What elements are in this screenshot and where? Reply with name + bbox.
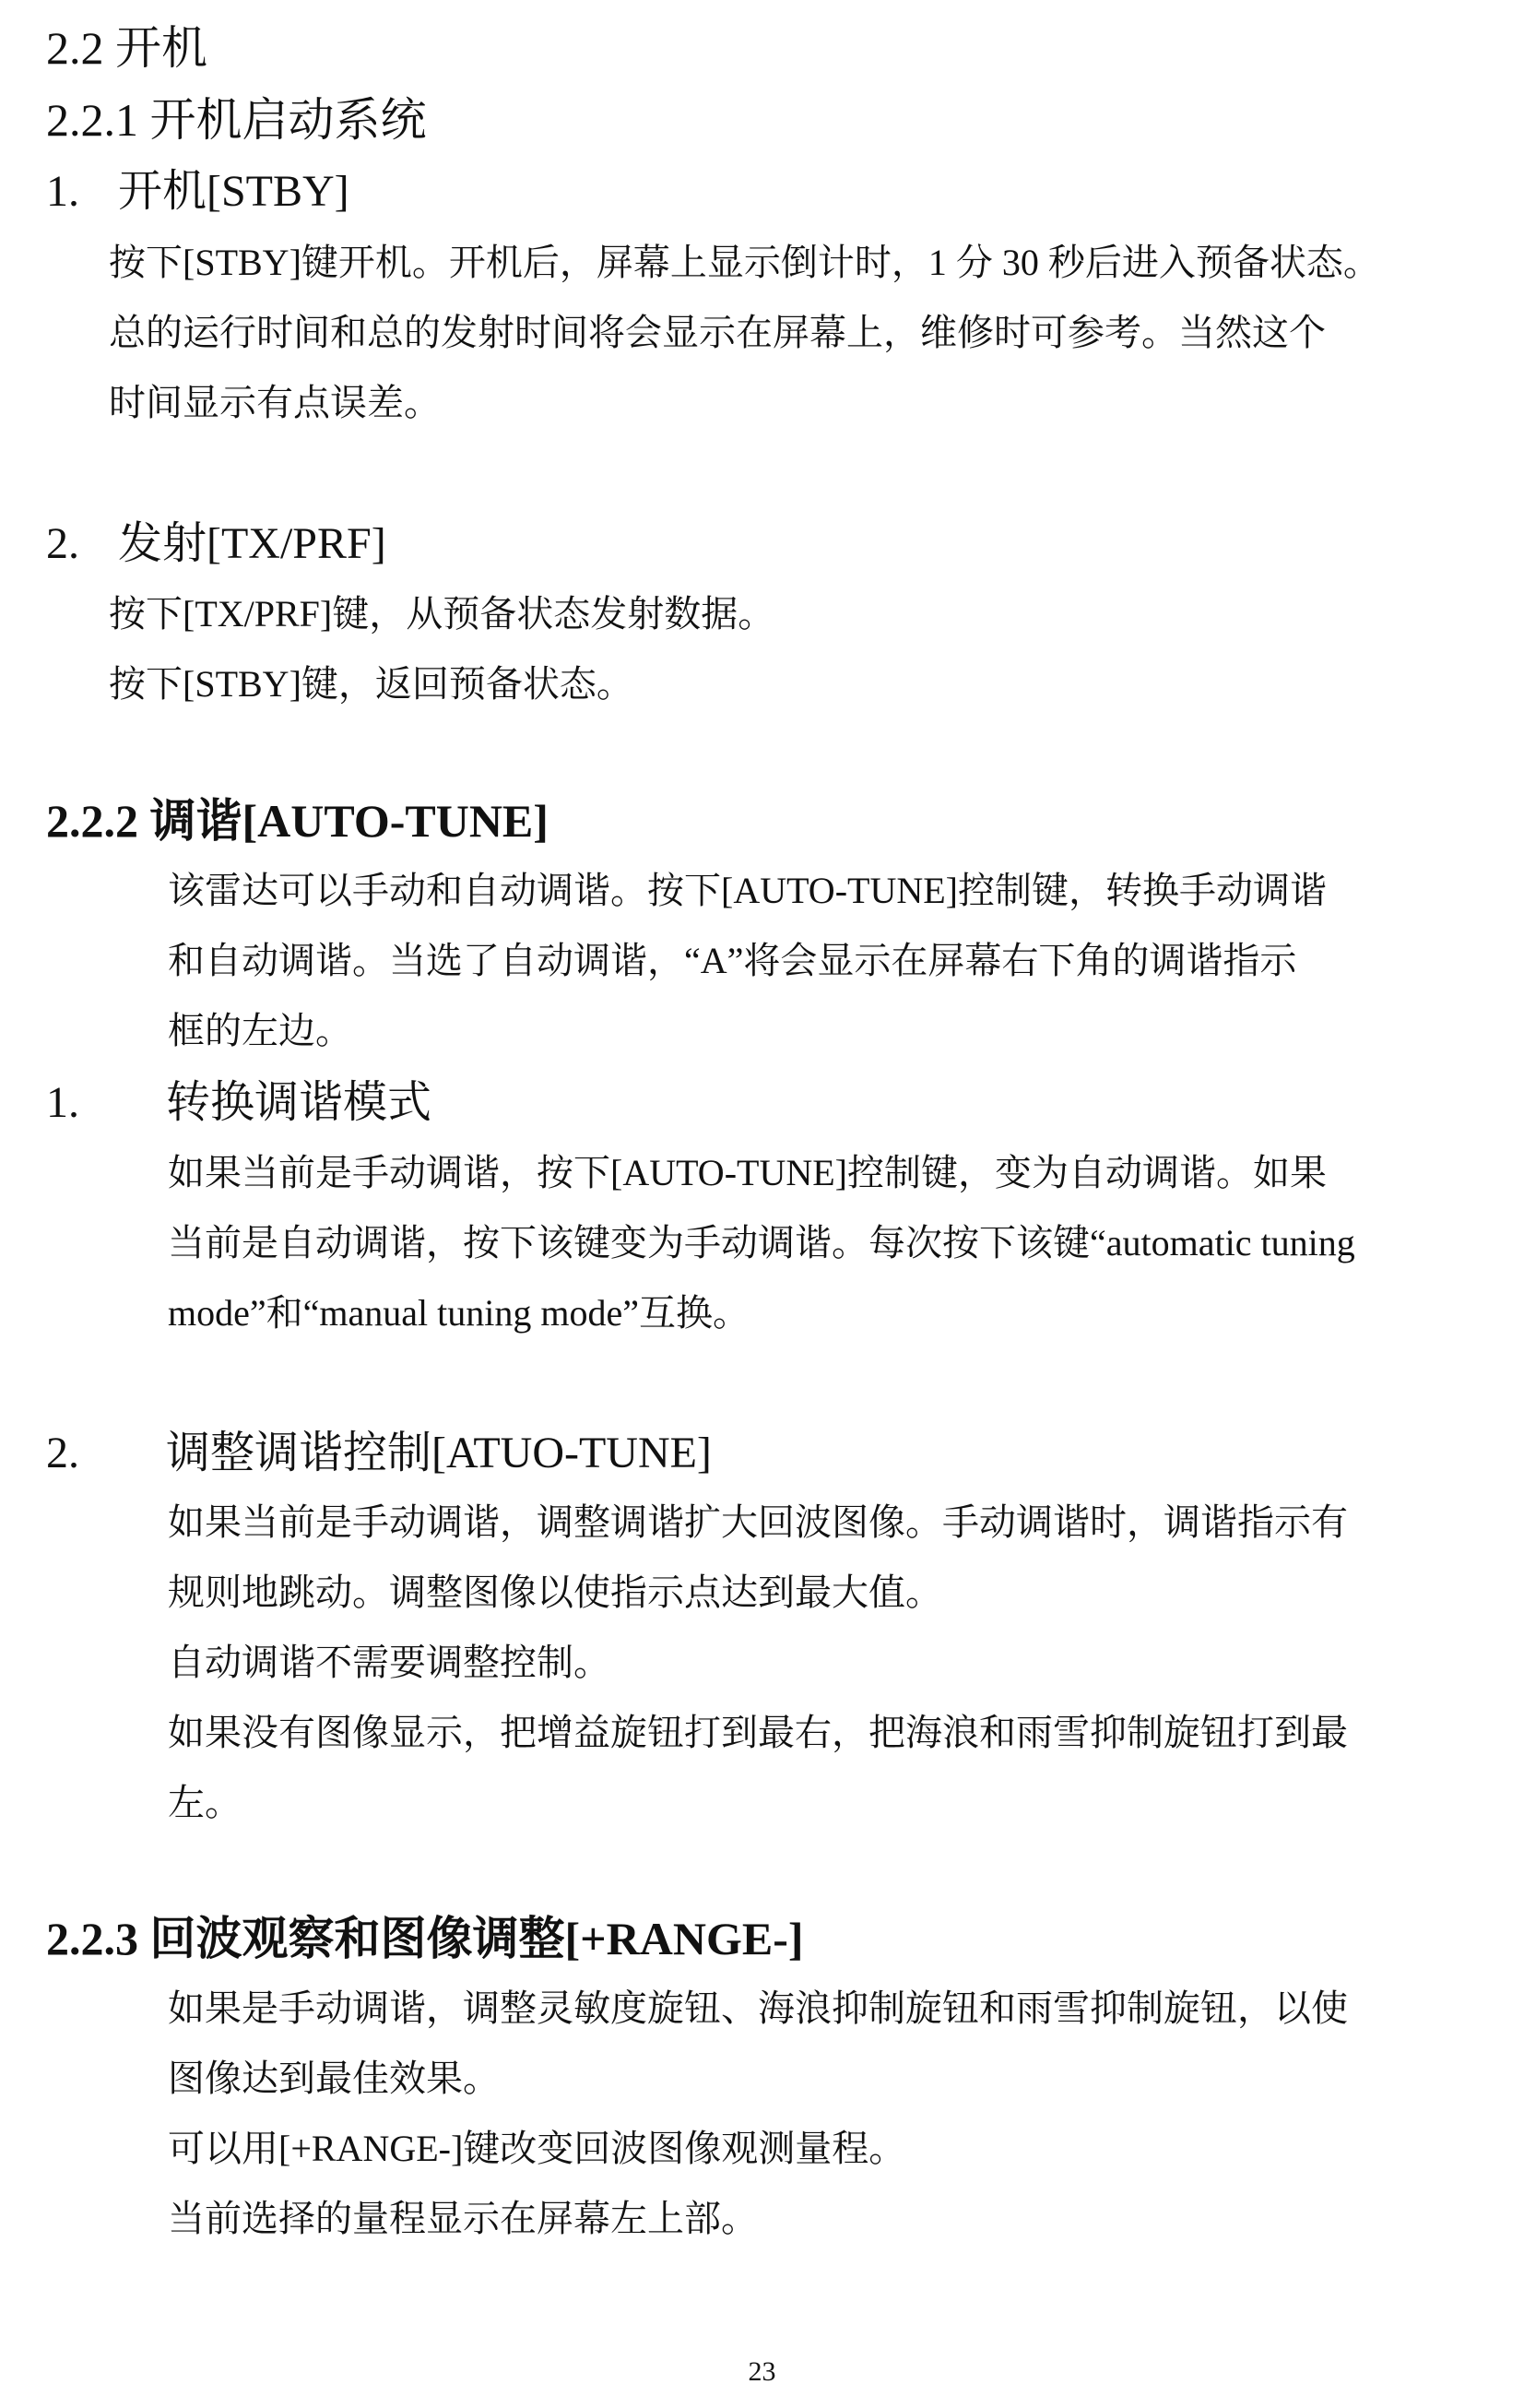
item-title: 发射[TX/PRF] <box>118 519 386 568</box>
item-number: 1. <box>46 167 79 216</box>
item-heading-tuning-mode <box>46 1066 431 1130</box>
paragraph-line: 左。 <box>168 1782 242 1823</box>
paragraph-line: 总的运行时间和总的发射时间将会显示在屏幕上，维修时可参考。当然这个 <box>109 312 1326 353</box>
paragraph-line: 如果是手动调谐，调整灵敏度旋钮、海浪抑制旋钮和雨雪抑制旋钮，以使 <box>168 1987 1348 2029</box>
item-title: 调整调谐控制[ATUO-TUNE] <box>166 1429 712 1477</box>
item-heading-tune-control <box>46 1417 712 1480</box>
item-heading-stby <box>46 155 349 219</box>
paragraph-line: 框的左边。 <box>168 1010 352 1051</box>
paragraph-line: 按下[STBY]键开机。开机后，屏幕上显示倒计时，1 分 30 秒后进入预备状态。 <box>109 242 1380 283</box>
paragraph-line: 可以用[+RANGE-]键改变回波图像观测量程。 <box>168 2128 906 2169</box>
paragraph-line: 当前选择的量程显示在屏幕左上部。 <box>168 2198 758 2239</box>
paragraph-line: mode”和“manual tuning mode”互换。 <box>168 1292 750 1334</box>
paragraph-line: 图像达到最佳效果。 <box>168 2058 500 2099</box>
paragraph-line: 按下[TX/PRF]键，从预备状态发射数据。 <box>109 593 775 635</box>
paragraph-line: 和自动调谐。当选了自动调谐，“A”将会显示在屏幕右下角的调谐指示 <box>168 940 1297 981</box>
item-number: 2. <box>46 1429 79 1477</box>
section-heading-2-2: 2.2 开机 <box>46 22 207 74</box>
paragraph-line: 如果当前是手动调谐，调整调谐扩大回波图像。手动调谐时，调谐指示有 <box>168 1501 1348 1543</box>
item-number: 2. <box>46 519 79 568</box>
paragraph-line: 如果没有图像显示，把增益旋钮打到最右，把海浪和雨雪抑制旋钮打到最 <box>168 1712 1348 1753</box>
paragraph-line: 按下[STBY]键，返回预备状态。 <box>109 663 633 705</box>
paragraph-line: 如果当前是手动调谐，按下[AUTO-TUNE]控制键，变为自动调谐。如果 <box>168 1152 1327 1193</box>
paragraph-line: 规则地跳动。调整图像以使指示点达到最大值。 <box>168 1572 942 1613</box>
paragraph-line: 该雷达可以手动和自动调谐。按下[AUTO-TUNE]控制键，转换手动调谐 <box>168 870 1327 911</box>
page-number: 23 <box>748 2356 776 2387</box>
item-number: 1. <box>46 1078 79 1127</box>
item-title: 转换调谐模式 <box>166 1078 432 1127</box>
item-title: 开机[STBY] <box>118 167 349 216</box>
item-heading-tx-prf <box>46 507 386 571</box>
section-heading-2-2-2: 2.2.2 调谐[AUTO-TUNE] <box>46 795 549 847</box>
paragraph-line: 时间显示有点误差。 <box>109 382 441 423</box>
section-heading-2-2-1: 2.2.1 开机启动系统 <box>46 94 427 146</box>
section-heading-2-2-3: 2.2.3 回波观察和图像调整[+RANGE-] <box>46 1913 804 1964</box>
paragraph-line: 自动调谐不需要调整控制。 <box>168 1642 610 1683</box>
paragraph-line: 当前是自动调谐，按下该键变为手动调谐。每次按下该键“automatic tuning <box>168 1222 1355 1263</box>
